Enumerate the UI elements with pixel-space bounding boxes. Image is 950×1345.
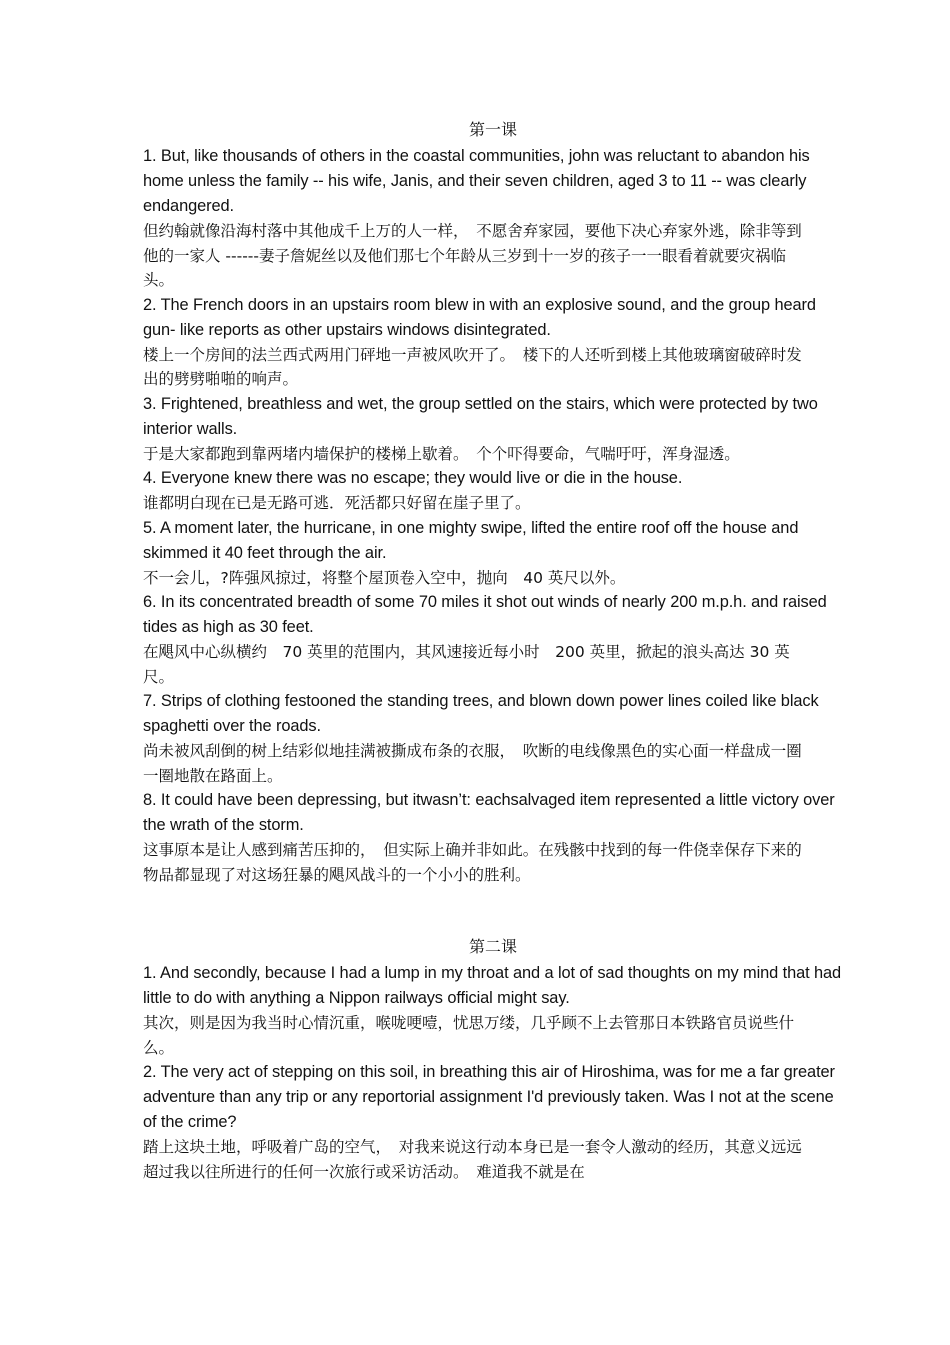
chinese-translation: 不一会儿，?阵强风掠过，将整个屋顶卷入空中，抛向 40 英尺以外。 bbox=[143, 568, 626, 587]
chinese-translation: 踏上这块土地，呼吸着广岛的空气， 对我来说这行动本身已是一套令人激动的经历，其意义远远超过我以往所进行的任何一次旅行或采访活动。 难道我不就是在 bbox=[143, 1138, 802, 1181]
chinese-translation: 这事原本是让人感到痛苦压抑的， 但实际上确并非如此。在残骸中找到的每一件侥幸保存下来的物品都显现了对这场狂暴的飓风战斗的一个小小的胜利。 bbox=[143, 841, 802, 884]
chinese-translation: 在飓风中心纵横约 70 英里的范围内，其风速接近每小时 200 英里，掀起的浪头高达 30 英尺。 bbox=[143, 643, 790, 686]
english-sentence: 6. In its concentrated breadth of some 70 miles it shot out winds of nearly 200 m.p.h. and raised tides as high as 30 feet. bbox=[143, 593, 827, 636]
lesson-2 bbox=[143, 935, 843, 1184]
english-sentence: 2. The French doors in an upstairs room blew in with an explosive sound, and the group heard gun- like reports as other upstairs windows disintegrated. bbox=[143, 295, 816, 339]
chinese-translation: 楼上一个房间的法兰西式两用门砰地一声被风吹开了。 楼下的人还听到楼上其他玻璃窗破碎时发出的劈劈啪啪的响声。 bbox=[143, 345, 802, 388]
lesson-title: 第一课 bbox=[468, 120, 517, 139]
english-sentence: 7. Strips of clothing festooned the standing trees, and blown down power lines coiled like black spaghetti over the roads. bbox=[143, 692, 819, 735]
document-body bbox=[143, 118, 843, 1184]
english-sentence: 1. And secondly, because I had a lump in my throat and a lot of sad thoughts on my mind that had little to do with anything a Nippon railways official might say. bbox=[143, 964, 842, 1007]
english-sentence: 8. It could have been depressing, but itwasn’t: eachsalvaged item represented a little victory over the wrath of the storm. bbox=[143, 791, 835, 834]
english-sentence: 1. But, like thousands of others in the coastal communities, john was reluctant to abandon his home unless the family -- his wife, Janis, and their seven children, aged 3 to 11 -- was clearly endangered. bbox=[143, 147, 810, 215]
english-sentence: 4. Everyone knew there was no escape; they would live or die in the house. bbox=[143, 469, 683, 487]
english-sentence: 2. The very act of stepping on this soil, in breathing this air of Hiroshima, was for me a far greater adventure than any trip or any reportorial assignment I'd previously taken. Was I not at the scene of the crime? bbox=[143, 1063, 835, 1131]
chinese-translation: 尚未被风刮倒的树上结彩似地挂满被撕成布条的衣服， 吹断的电线像黑色的实心面一样盘成一圈一圈地散在路面上。 bbox=[143, 742, 802, 785]
english-sentence: 3. Frightened, breathless and wet, the group settled on the stairs, which were protected by two interior walls. bbox=[143, 394, 818, 438]
english-sentence: 5. A moment later, the hurricane, in one mighty swipe, lifted the entire roof off the house and skimmed it 40 feet through the air. bbox=[143, 518, 799, 562]
lesson-title: 第二课 bbox=[468, 937, 517, 956]
chinese-translation: 其次，则是因为我当时心情沉重，喉咙哽噎，忧思万缕，几乎顾不上去管那日本铁路官员说些什么。 bbox=[143, 1014, 795, 1057]
chinese-translation: 但约翰就像沿海村落中其他成千上万的人一样， 不愿舍弃家园，要他下决心弃家外逃，除非等到他的一家人 ------妻子詹妮丝以及他们那七个年龄从三岁到十一岁的孩子一一眼看着就要灾祸临头。 bbox=[143, 222, 802, 289]
chinese-translation: 于是大家都跑到靠两堵内墙保护的楼梯上歇着。 个个吓得要命，气喘吁吁，浑身湿透。 bbox=[143, 444, 740, 463]
lesson-1 bbox=[143, 118, 843, 887]
chinese-translation: 谁都明白现在已是无路可逃．死活都只好留在崖子里了。 bbox=[143, 494, 531, 512]
